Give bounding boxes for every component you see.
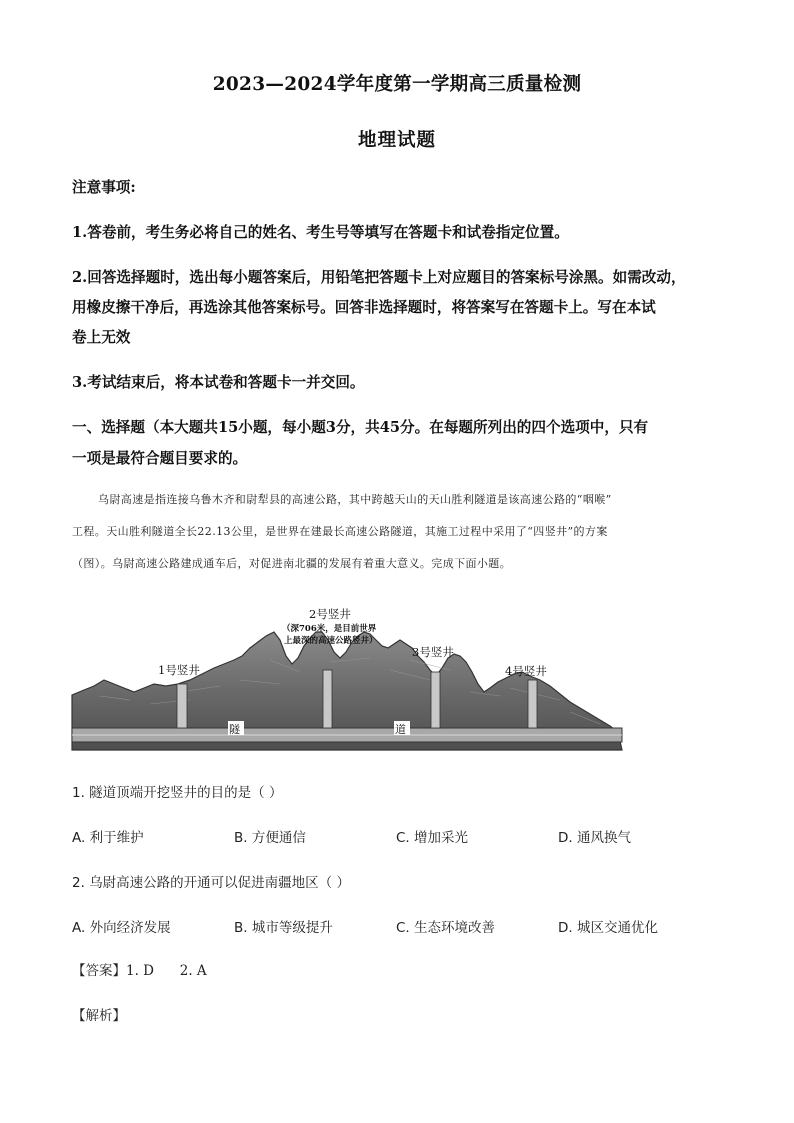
shaft-1-label: 1号竖井 [158, 663, 200, 677]
shaft-4 [528, 680, 537, 728]
tunnel-label-1: 隧 [229, 723, 240, 736]
notice-heading: 注意事项: [72, 179, 136, 196]
answer-label: 【答案】 [72, 963, 126, 979]
question-1-option-a[interactable]: A. 利于维护 [72, 830, 144, 846]
exam-title: 2023—2024学年度第一学期高三质量检测 [212, 74, 582, 95]
shaft-1 [177, 684, 187, 728]
passage-line-2: 工程。天山胜利隧道全长22.13公里，是世界在建最长高速公路隧道，其施工过程中采用了“四竖井”的方案 [72, 525, 608, 538]
notice-item-2-line-3: 卷上无效 [72, 329, 131, 346]
notice-item-3: 3.考试结束后，将本试卷和答题卡一并交回。 [72, 374, 365, 391]
subject-title: 地理试题 [357, 130, 436, 151]
notice-item-2-line-1: 2.回答选择题时，选出每小题答案后，用铅笔把答题卡上对应题目的答案标号涂黑。如需改动， [72, 269, 686, 286]
question-1-stem: 1. 隧道顶端开挖竖井的目的是（ ） [72, 785, 283, 801]
question-1-option-c[interactable]: C. 增加采光 [396, 830, 469, 846]
answer-values: 1. D 2. A [126, 963, 207, 979]
section-heading-line-2: 一项是最符合题目要求的。 [72, 450, 248, 467]
tunnel-shaft-diagram [70, 600, 626, 755]
notice-item-1: 1.答卷前，考生务必将自己的姓名、考生号等填写在答题卡和试卷指定位置。 [72, 224, 569, 241]
passage-line-3: （图）。乌尉高速公路建成通车后，对促进南北疆的发展有着重大意义。完成下面小题。 [72, 557, 512, 570]
analysis-label: 【解析】 [72, 1008, 126, 1024]
question-2-option-b[interactable]: B. 城市等级提升 [234, 920, 333, 936]
question-2-option-a[interactable]: A. 外向经济发展 [72, 920, 171, 936]
shaft-4-label: 4号竖井 [505, 664, 547, 678]
shaft-2 [323, 670, 332, 728]
answer-row [72, 959, 207, 979]
question-1-option-d[interactable]: D. 通风换气 [558, 830, 631, 846]
shaft-3 [431, 672, 440, 728]
section-heading-line-1: 一、选择题（本大题共15小题，每小题3分，共45分。在每题所列出的四个选项中，只有 [72, 419, 649, 436]
tunnel-label-2: 道 [395, 723, 406, 736]
question-2-option-c[interactable]: C. 生态环境改善 [396, 920, 496, 936]
question-1-option-b[interactable]: B. 方便通信 [234, 830, 306, 846]
shaft-3-label: 3号竖井 [412, 645, 454, 659]
question-2-option-d[interactable]: D. 城区交通优化 [558, 920, 658, 936]
question-2-stem: 2. 乌尉高速公路的开通可以促进南疆地区（ ） [72, 875, 350, 891]
notice-item-2-line-2: 用橡皮擦干净后，再选涂其他答案标号。回答非选择题时，将答案写在答题卡上。写在本试 [72, 299, 656, 316]
passage-line-1: 乌尉高速是指连接乌鲁木齐和尉犁县的高速公路，其中跨越天山的天山胜利隧道是该高速公路的“咽喉” [98, 493, 612, 506]
shaft-2-note-line-2: 上最深的高速公路竖井） [284, 636, 378, 646]
shaft-2-note-line-1: （深706米，是目前世界 [282, 624, 377, 634]
shaft-2-label: 2号竖井 [309, 607, 351, 621]
